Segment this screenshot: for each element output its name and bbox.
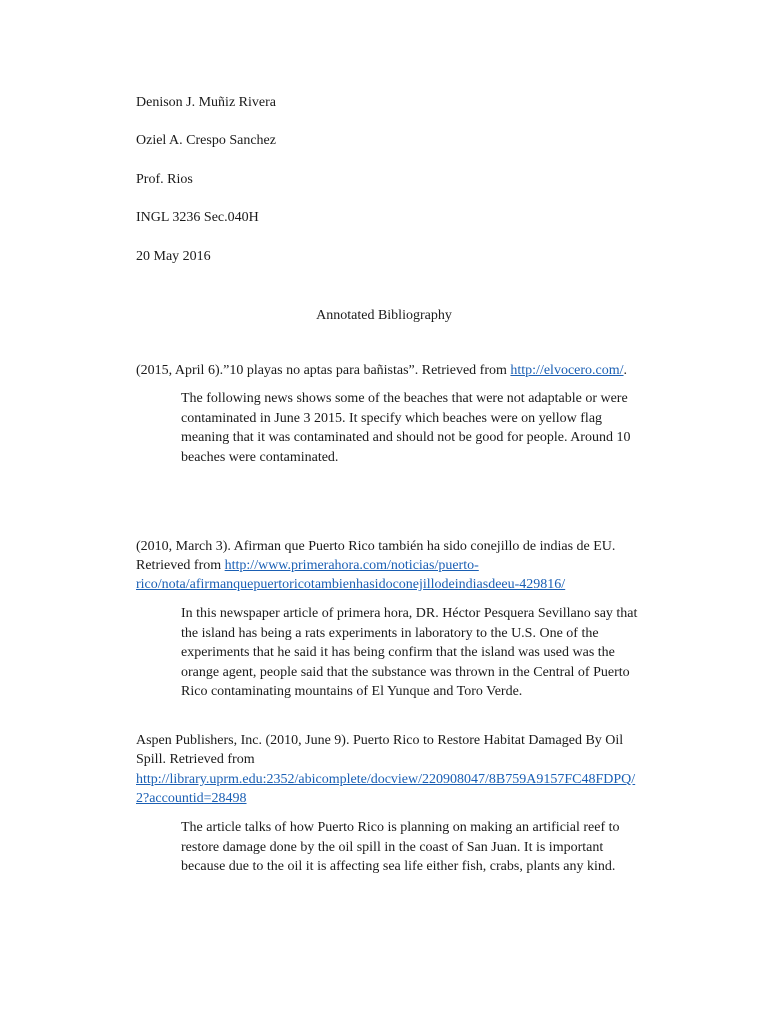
- citation-line: [136, 731, 623, 751]
- annotation: [181, 604, 681, 702]
- citation-line: [136, 361, 627, 381]
- annotation: [181, 389, 681, 467]
- citation-line: [136, 789, 247, 809]
- annotation-line: Rico contaminating mountains of El Yunque and Toro Verde.: [181, 684, 523, 699]
- annotation-line: meaning that it was contaminated and should not be good for people. Around 10: [181, 430, 631, 445]
- annotation-line: The article talks of how Puerto Rico is planning on making an artificial reef to: [181, 820, 620, 835]
- citation-link[interactable]: rico/nota/afirmanquepuertoricotambienhasidoconejillodeindiasdeeu-429816/: [136, 577, 566, 592]
- page-title: Annotated Bibliography: [316, 308, 452, 323]
- citation-text: (2010, March 3). Afirman que Puerto Rico también ha sido conejillo de indias de EU.: [136, 539, 616, 554]
- date: 20 May 2016: [136, 249, 211, 264]
- annotation-line: the island has being a rats experiments in laboratory to the U.S. One of the: [181, 625, 599, 641]
- annotation: [181, 818, 681, 877]
- annotation-line: because due to the oil it is affecting sea life either fish, crabs, plants any kind.: [181, 859, 616, 874]
- citation-line: [136, 537, 615, 557]
- citation-link[interactable]: 2?accountid=28498: [136, 791, 247, 806]
- citation-text: .: [623, 363, 628, 378]
- citation-line: [136, 575, 565, 595]
- citation-text: (2015, April 6).”10 playas no aptas para bañistas”. Retrieved from: [136, 363, 511, 378]
- annotation-line: restore damage done by the oil spill in the coast of San Juan. It is important: [181, 839, 604, 855]
- citation-line: [136, 770, 635, 790]
- annotation-line: orange agent, people said that the substance was thrown in the Central of Puerto: [181, 664, 630, 680]
- citation-link[interactable]: http://www.primerahora.com/noticias/puerto-: [224, 558, 479, 573]
- author-1: Denison J. Muñiz Rivera: [136, 95, 276, 110]
- citation-text: Retrieved from: [136, 558, 225, 573]
- course: INGL 3236 Sec.040H: [136, 210, 259, 225]
- annotation-line: experiments that he said it has being confirm that the island was used was the: [181, 645, 615, 660]
- citation-link[interactable]: http://library.uprm.edu:2352/abicomplete/docview/220908047/8B759A9157FC48FDPQ/: [136, 772, 636, 787]
- professor: Prof. Rios: [136, 172, 193, 187]
- citation-text: Aspen Publishers, Inc. (2010, June 9). Puerto Rico to Restore Habitat Damaged By Oil: [136, 733, 624, 748]
- annotation-line: beaches were contaminated.: [181, 449, 339, 465]
- citation-text: Spill. Retrieved from: [136, 752, 255, 767]
- citation-line: [136, 750, 255, 770]
- citation-link[interactable]: http://elvocero.com/: [510, 363, 624, 378]
- annotation-line: contaminated in June 3 2015. It specify which beaches were on yellow flag: [181, 410, 603, 426]
- annotation-line: The following news shows some of the beaches that were not adaptable or were: [181, 391, 628, 406]
- annotation-line: In this newspaper article of primera hora, DR. Héctor Pesquera Sevillano say that: [181, 606, 638, 621]
- author-2: Oziel A. Crespo Sanchez: [136, 133, 276, 148]
- citation-line: [136, 556, 479, 576]
